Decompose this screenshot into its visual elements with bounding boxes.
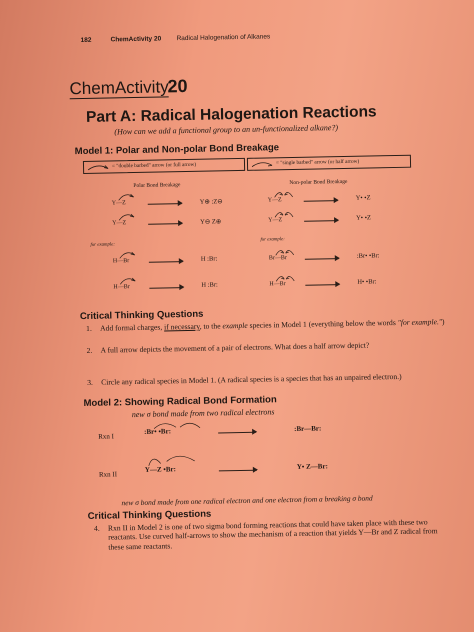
rxn1-half-arrows [150,419,210,430]
page-number: 182 [80,36,92,45]
ctq1-heading: Critical Thinking Questions [79,308,204,323]
rxn1-reactants: :Br• •Br: [144,427,172,436]
nonpolar-reactant-1: Y—Z [267,197,282,204]
polar-reaction-arrow-2 [148,223,182,225]
polar-reaction-arrow-3 [149,261,183,263]
rxn2-reactants: Y—Z •Br: [144,465,176,474]
chemactivity-label: ChemActivity [69,77,169,99]
polar-products-4: H :Br: [201,281,218,289]
running-activity: ChemActivity 20 [110,35,162,44]
polar-reaction-arrow-4 [149,287,183,289]
model2-caption-top: new σ bond made from two radical electrons [131,407,275,420]
rxn1-product: :Br—Br: [294,424,322,433]
model2-heading: Model 2: Showing Radical Bond Formation [83,394,277,410]
legend-half-arrow: = "single barbed" arrow (or half arrow) [247,155,411,171]
nonpolar-products-3: :Br• •Br: [356,252,380,260]
guiding-question: (How can we add a functional group to an un-functionalized alkane?) [114,123,339,137]
nonpolar-for-example-label: for example: [260,237,285,243]
model2-caption-bottom: new σ bond made from one radical electron and one electron from a breaking σ bond [121,493,373,508]
nonpolar-reaction-arrow-3 [305,258,339,260]
nonpolar-column-heading: Non-polar Bond Breakage [289,178,348,187]
rxn1-label: Rxn I [98,432,115,441]
nonpolar-reaction-arrow-4 [305,284,339,286]
nonpolar-products-2: Y• •Z [356,214,371,222]
question-3: 3. Circle any radical species in Model 1. (A radical species is a species that has an unpaired electron.) [87,371,402,387]
nonpolar-reaction-arrow-1 [304,200,338,202]
nonpolar-reactant-2: Y—Z [268,217,283,224]
rxn2-half-arrows [143,451,213,468]
nonpolar-reactant-4: H—Br [269,281,286,288]
question-1: 1. Add formal charges, if necessary, to the example species in Model 1 (everything below the words "for example.") [86,317,445,333]
polar-products-3: H :Br: [200,255,218,263]
model1-heading: Model 1: Polar and Non-polar Bond Breakage [74,142,280,158]
polar-for-example-label: for example: [90,242,115,248]
polar-reactant-2: Y—Z [112,220,127,227]
nonpolar-products-1: Y• •Z [355,194,371,202]
chemactivity-number: 20 [167,75,188,97]
rxn2-label: Rxn II [98,470,118,479]
rxn2-arrow [219,470,257,472]
rxn2-product: Y• Z—Br: [296,462,328,471]
nonpolar-reactant-3: Br—Br [268,255,287,262]
polar-column-heading: Polar Bond Breakage [133,182,181,190]
polar-products-2: Y⊖ Z⊕ [200,218,222,226]
full-arrow-icon [87,163,109,170]
polar-reactant-1: Y—Z [111,200,126,207]
ctq2-heading: Critical Thinking Questions [87,508,212,522]
nonpolar-reaction-arrow-2 [304,220,338,222]
question-2: 2. A full arrow depicts the movement of a pair of electrons. What does a half arrow depict? [86,340,370,355]
polar-reaction-arrow-1 [148,203,182,205]
polar-reactant-4: H—Br [113,284,130,291]
question-4: 4. Rxn II in Model 2 is one of two sigma bond forming reactions that could have taken place with these two reactants. Use curved half-arrows to show the mechanism of a reaction that yields Y—Br and Z radical from these same reactants. [93,517,438,552]
rxn1-arrow [218,432,256,434]
part-a-title: Part A: Radical Halogenation Reactions [85,103,377,126]
polar-reactant-3: H—Br [112,258,130,265]
legend-full-arrow: = "double barbed" arrow (or full arrow) [83,158,245,174]
polar-products-1: Y⊕ :Z⊖ [199,198,223,206]
running-topic: Radical Halogenation of Alkanes [176,33,271,43]
half-arrow-icon [251,160,273,167]
nonpolar-products-4: H• •Br: [357,278,377,286]
